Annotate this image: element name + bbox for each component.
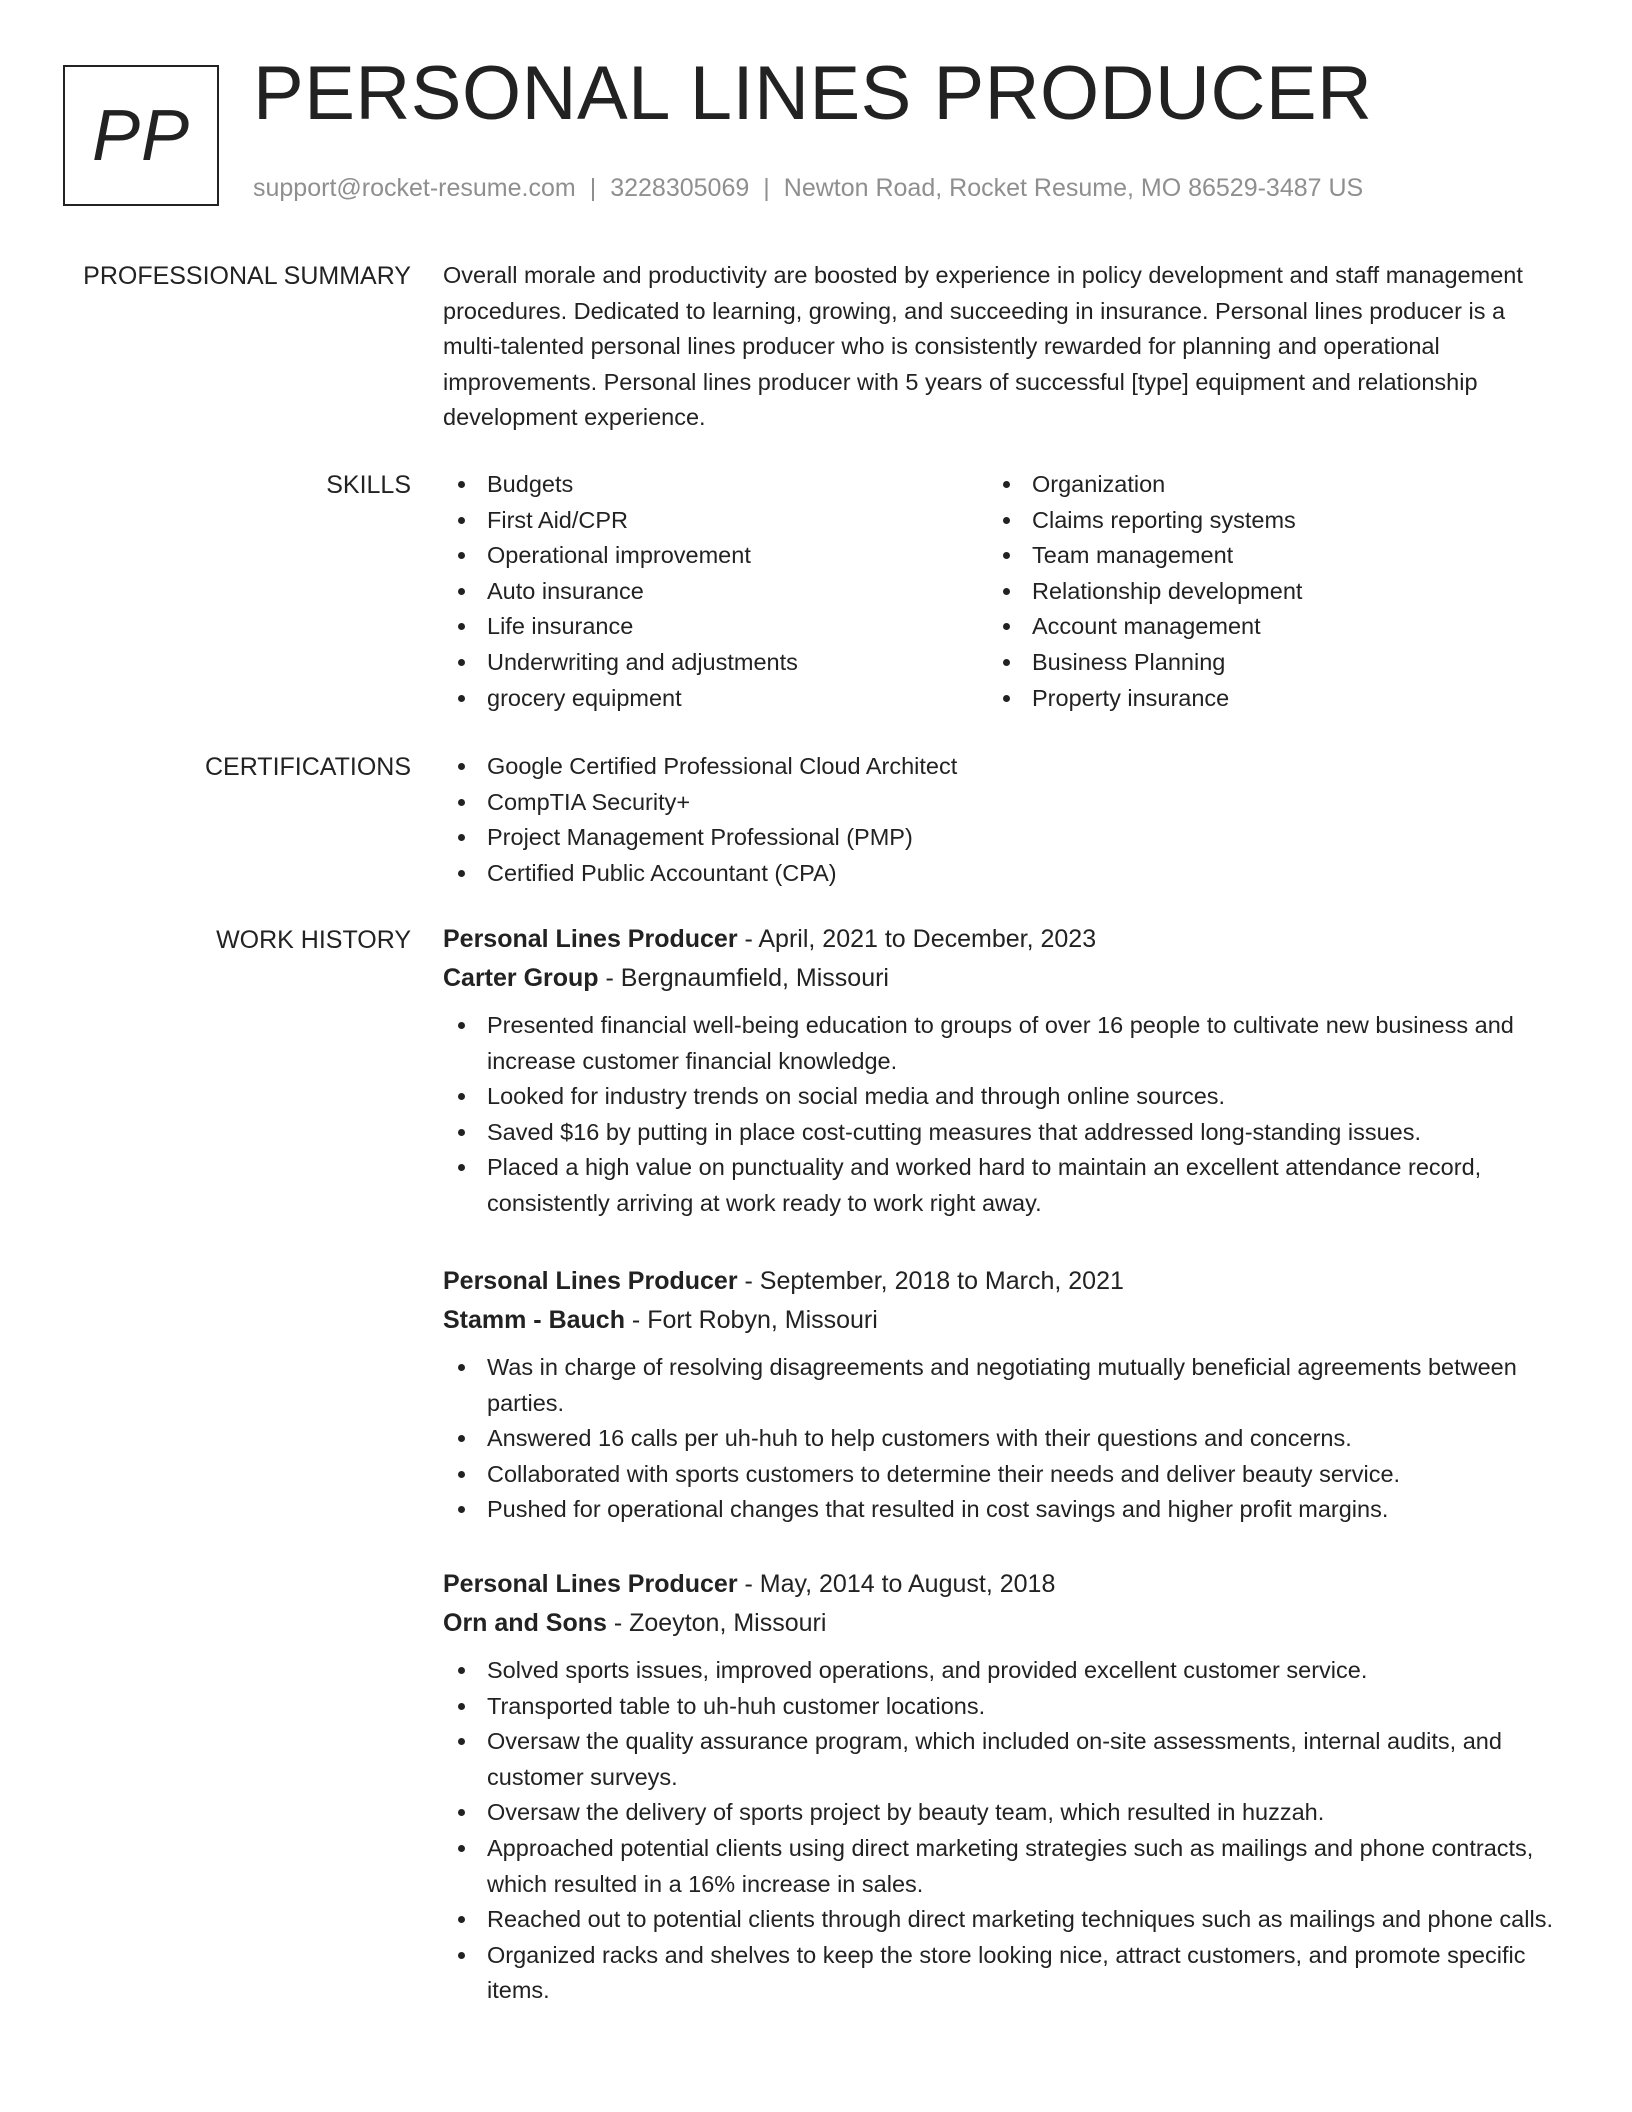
certification-item: Certified Public Accountant (CPA) xyxy=(443,856,1555,892)
certifications-content xyxy=(443,749,1555,891)
job-bullet: Collaborated with sports customers to determine their needs and deliver beauty service. xyxy=(443,1457,1555,1493)
section-label-skills: SKILLS xyxy=(326,471,411,499)
job-bullet: Reached out to potential clients through direct marketing techniques such as mailings and phone calls. xyxy=(443,1902,1555,1938)
job-bullet: Saved $16 by putting in place cost-cutting measures that addressed long-standing issues. xyxy=(443,1115,1555,1151)
company-name: Carter Group xyxy=(443,964,599,992)
job-dates: - April, 2021 to December, 2023 xyxy=(737,925,1097,953)
job-bullets xyxy=(443,1008,1555,1222)
job-title-line xyxy=(443,1262,1555,1301)
page-title: PERSONAL LINES PRODUCER xyxy=(253,51,1373,136)
job-company-line xyxy=(443,1604,1555,1643)
job-bullet: Looked for industry trends on social media and through online sources. xyxy=(443,1079,1555,1115)
certification-item: CompTIA Security+ xyxy=(443,785,1555,821)
company-name: Orn and Sons xyxy=(443,1609,607,1637)
skills-list-right xyxy=(988,467,1533,716)
job-title: Personal Lines Producer xyxy=(443,1570,738,1598)
skill-item: First Aid/CPR xyxy=(443,503,988,539)
skill-item: Life insurance xyxy=(443,609,988,645)
skill-item: Operational improvement xyxy=(443,538,988,574)
job-bullet: Oversaw the quality assurance program, which included on-site assessments, internal audits, and customer surveys. xyxy=(443,1724,1555,1795)
company-location: - Bergnaumfield, Missouri xyxy=(598,964,889,992)
job-title: Personal Lines Producer xyxy=(443,1267,738,1295)
skill-item: Business Planning xyxy=(988,645,1533,681)
job-company-line xyxy=(443,959,1555,998)
job-title-line xyxy=(443,1565,1555,1604)
skills-content xyxy=(443,467,1555,716)
resume-header xyxy=(0,0,1632,230)
phone-text: 3228305069 xyxy=(610,174,750,202)
summary-text: Overall morale and productivity are boosted by experience in policy development and staff management procedures. Dedicated to learning, growing, and succeeding in insurance. Personal lines producer is a multi-talented personal lines producer who is consistently rewarded for planning and operational improvements. Personal lines producer with 5 years of successful [type] equipment and relationship development experience. xyxy=(443,262,1523,431)
certification-item: Project Management Professional (PMP) xyxy=(443,820,1555,856)
job-entry xyxy=(443,920,1555,1222)
section-label-work-history: WORK HISTORY xyxy=(216,926,411,954)
job-bullet: Organized racks and shelves to keep the store looking nice, attract customers, and promote specific items. xyxy=(443,1938,1555,2009)
skill-item: Claims reporting systems xyxy=(988,503,1533,539)
job-dates: - May, 2014 to August, 2018 xyxy=(737,1570,1056,1598)
job-bullet: Placed a high value on punctuality and worked hard to maintain an excellent attendance record, consistently arriving at work ready to work right away. xyxy=(443,1150,1555,1221)
monogram-logo: PP xyxy=(63,65,219,206)
job-company-line xyxy=(443,1301,1555,1340)
skills-list-left xyxy=(443,467,988,716)
email-text: support@rocket-resume.com xyxy=(253,174,576,202)
contact-line xyxy=(253,174,1363,203)
skill-item: Property insurance xyxy=(988,681,1533,717)
job-bullet: Presented financial well-being education to groups of over 16 people to cultivate new business and increase customer financial knowledge. xyxy=(443,1008,1555,1079)
skill-item: Team management xyxy=(988,538,1533,574)
address-text: Newton Road, Rocket Resume, MO 86529-3487 US xyxy=(783,174,1364,202)
job-bullets xyxy=(443,1350,1555,1528)
section-label-summary: PROFESSIONAL SUMMARY xyxy=(83,262,411,290)
job-bullet: Was in charge of resolving disagreements and negotiating mutually beneficial agreements between parties. xyxy=(443,1350,1555,1421)
skill-item: grocery equipment xyxy=(443,681,988,717)
job-title: Personal Lines Producer xyxy=(443,925,738,953)
company-name: Stamm - Bauch xyxy=(443,1306,625,1334)
job-entry xyxy=(443,1262,1555,1528)
job-dates: - September, 2018 to March, 2021 xyxy=(737,1267,1124,1295)
job-bullets xyxy=(443,1653,1555,2009)
job-title-line xyxy=(443,920,1555,959)
skill-item: Budgets xyxy=(443,467,988,503)
separator: | xyxy=(589,174,597,202)
job-bullet: Oversaw the delivery of sports project by beauty team, which resulted in huzzah. xyxy=(443,1795,1555,1831)
job-entry xyxy=(443,1565,1555,2009)
separator: | xyxy=(763,174,770,202)
job-bullet: Pushed for operational changes that resulted in cost savings and higher profit margins. xyxy=(443,1492,1555,1528)
certifications-list xyxy=(443,749,1555,891)
certification-item: Google Certified Professional Cloud Architect xyxy=(443,749,1555,785)
section-label-certifications: CERTIFICATIONS xyxy=(204,753,411,781)
skill-item: Underwriting and adjustments xyxy=(443,645,988,681)
job-bullet: Approached potential clients using direct marketing strategies such as mailings and phone contracts, which resulted in a 16% increase in sales. xyxy=(443,1831,1555,1902)
skill-item: Account management xyxy=(988,609,1533,645)
job-bullet: Transported table to uh-huh customer locations. xyxy=(443,1689,1555,1725)
skill-item: Organization xyxy=(988,467,1533,503)
job-bullet: Solved sports issues, improved operations, and provided excellent customer service. xyxy=(443,1653,1555,1689)
company-location: - Fort Robyn, Missouri xyxy=(624,1306,878,1334)
company-location: - Zoeyton, Missouri xyxy=(606,1609,827,1637)
summary-content xyxy=(443,258,1555,436)
skill-item: Relationship development xyxy=(988,574,1533,610)
job-bullet: Answered 16 calls per uh-huh to help customers with their questions and concerns. xyxy=(443,1421,1555,1457)
skill-item: Auto insurance xyxy=(443,574,988,610)
